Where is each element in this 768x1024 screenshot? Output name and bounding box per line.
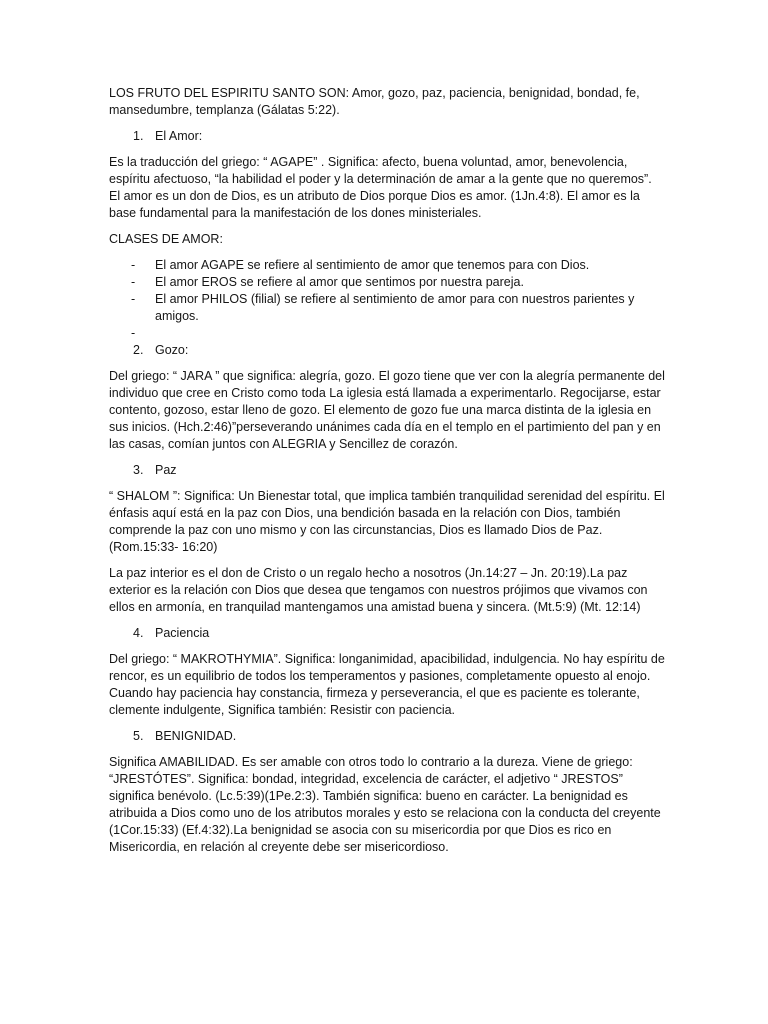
section-title: El Amor: — [155, 129, 203, 143]
section-amor-heading — [109, 128, 665, 145]
section-title: Gozo: — [155, 343, 189, 357]
intro-paragraph: LOS FRUTO DEL ESPIRITU SANTO SON: Amor, gozo, paz, paciencia, benignidad, bondad, fe, mansedumbre, templanza (Gálatas 5:22). — [109, 86, 640, 117]
section-number: 5. — [133, 729, 144, 743]
section-paciencia-heading — [109, 625, 665, 642]
amor-paragraph: Es la traducción del griego: “ AGAPE” . Significa: afecto, buena voluntad, amor, benevolencia, espíritu afectuoso, “la habilidad el poder y la determinación de amar a la gente que no queremos”. El amor es un don de Dios, es un atributo de Dios porque Dios es amor. (1Jn.4:8). El amor es la base fundamental para la manifestación de los dones ministeriales. — [109, 155, 652, 220]
section-heading — [109, 728, 665, 745]
section-benignidad-heading — [109, 728, 665, 745]
section-heading — [109, 625, 665, 642]
gozo-paragraph: Del griego: “ JARA ” que significa: alegría, gozo. El gozo tiene que ver con la alegría permanente del individuo que cree en Cristo como toda La iglesia está llamada a experimentarlo. Regocijarse, estar contento, gozoso, estar lleno de gozo. El elemento de gozo fue una marca distinta de la iglesia en sus inicios. (Hch.2:46)”perseverando unánimes cada día en el templo en el partimiento del pan y en las casas, comían juntos con ALEGRIA y Sencillez de corazón. — [109, 369, 665, 451]
section-title: Paz — [155, 463, 177, 477]
document-content — [109, 85, 665, 865]
empty-list-item — [109, 325, 665, 342]
clases-de-amor-list — [109, 257, 665, 342]
section-heading — [109, 462, 665, 479]
benignidad-paragraph: Significa AMABILIDAD. Es ser amable con otros todo lo contrario a la dureza. Viene de griego: “JRESTÓTES”. Significa: bondad, integridad, excelencia de carácter, el adjetivo “ JRESTOS” significa benévolo. (Lc.5:39)(1Pe.2:3). También significa: bueno en carácter. La benignidad es atribuida a Dios como uno de los atributos morales y esto se relaciona con la conducta del creyente (1Cor.15:33) (Ef.4:32).La benignidad se asocia con su misericordia por que Dios es rico en Misericordia, en relación al creyente debe ser misericordioso. — [109, 755, 661, 854]
section-number: 1. — [133, 129, 144, 143]
clases-de-amor-title: CLASES DE AMOR: — [109, 232, 223, 246]
section-heading — [109, 128, 665, 145]
paz-paragraph-2: La paz interior es el don de Cristo o un regalo hecho a nosotros (Jn.14:27 – Jn. 20:19).La paz exterior es la relación con Dios que desea que tengamos con nuestros prójimos que vivamos con ellos en armonía, en tranquilad mantengamos una amistad buena y sincera. (Mt.5:9) (Mt. 12:14) — [109, 566, 648, 614]
section-title: BENIGNIDAD. — [155, 729, 237, 743]
section-paz-heading — [109, 462, 665, 479]
list-item: - El amor AGAPE se refiere al sentimiento de amor que tenemos para con Dios. — [109, 257, 665, 274]
paz-paragraph-1: “ SHALOM ”: Significa: Un Bienestar total, que implica también tranquilidad serenidad del espíritu. El énfasis aquí está en la paz con Dios, una bendición basada en la relación con Dios, también comprende la paz con uno mismo y con las circunstancias, Dios es llamado Dios de Paz.(Rom.15:33- 16:20) — [109, 489, 665, 554]
section-heading — [109, 342, 665, 359]
section-title: Paciencia — [155, 626, 210, 640]
section-number: 2. — [133, 343, 144, 357]
section-number: 3. — [133, 463, 144, 477]
section-number: 4. — [133, 626, 144, 640]
paciencia-paragraph: Del griego: “ MAKROTHYMIA”. Significa: longanimidad, apacibilidad, indulgencia. No hay espíritu de rencor, es un equilibrio de todos los temperamentos y pasiones, completamente opuesto al enojo. Cuando hay paciencia hay constancia, firmeza y perseverancia, el que es paciente es tolerante, clemente indulgente, Significa también: Resistir con paciencia. — [109, 652, 665, 717]
list-item: - El amor PHILOS (filial) se refiere al sentimiento de amor para con nuestros parientes y amigos. — [109, 291, 665, 325]
section-gozo-heading — [109, 342, 665, 359]
list-item: - El amor EROS se refiere al amor que sentimos por nuestra pareja. — [109, 274, 665, 291]
